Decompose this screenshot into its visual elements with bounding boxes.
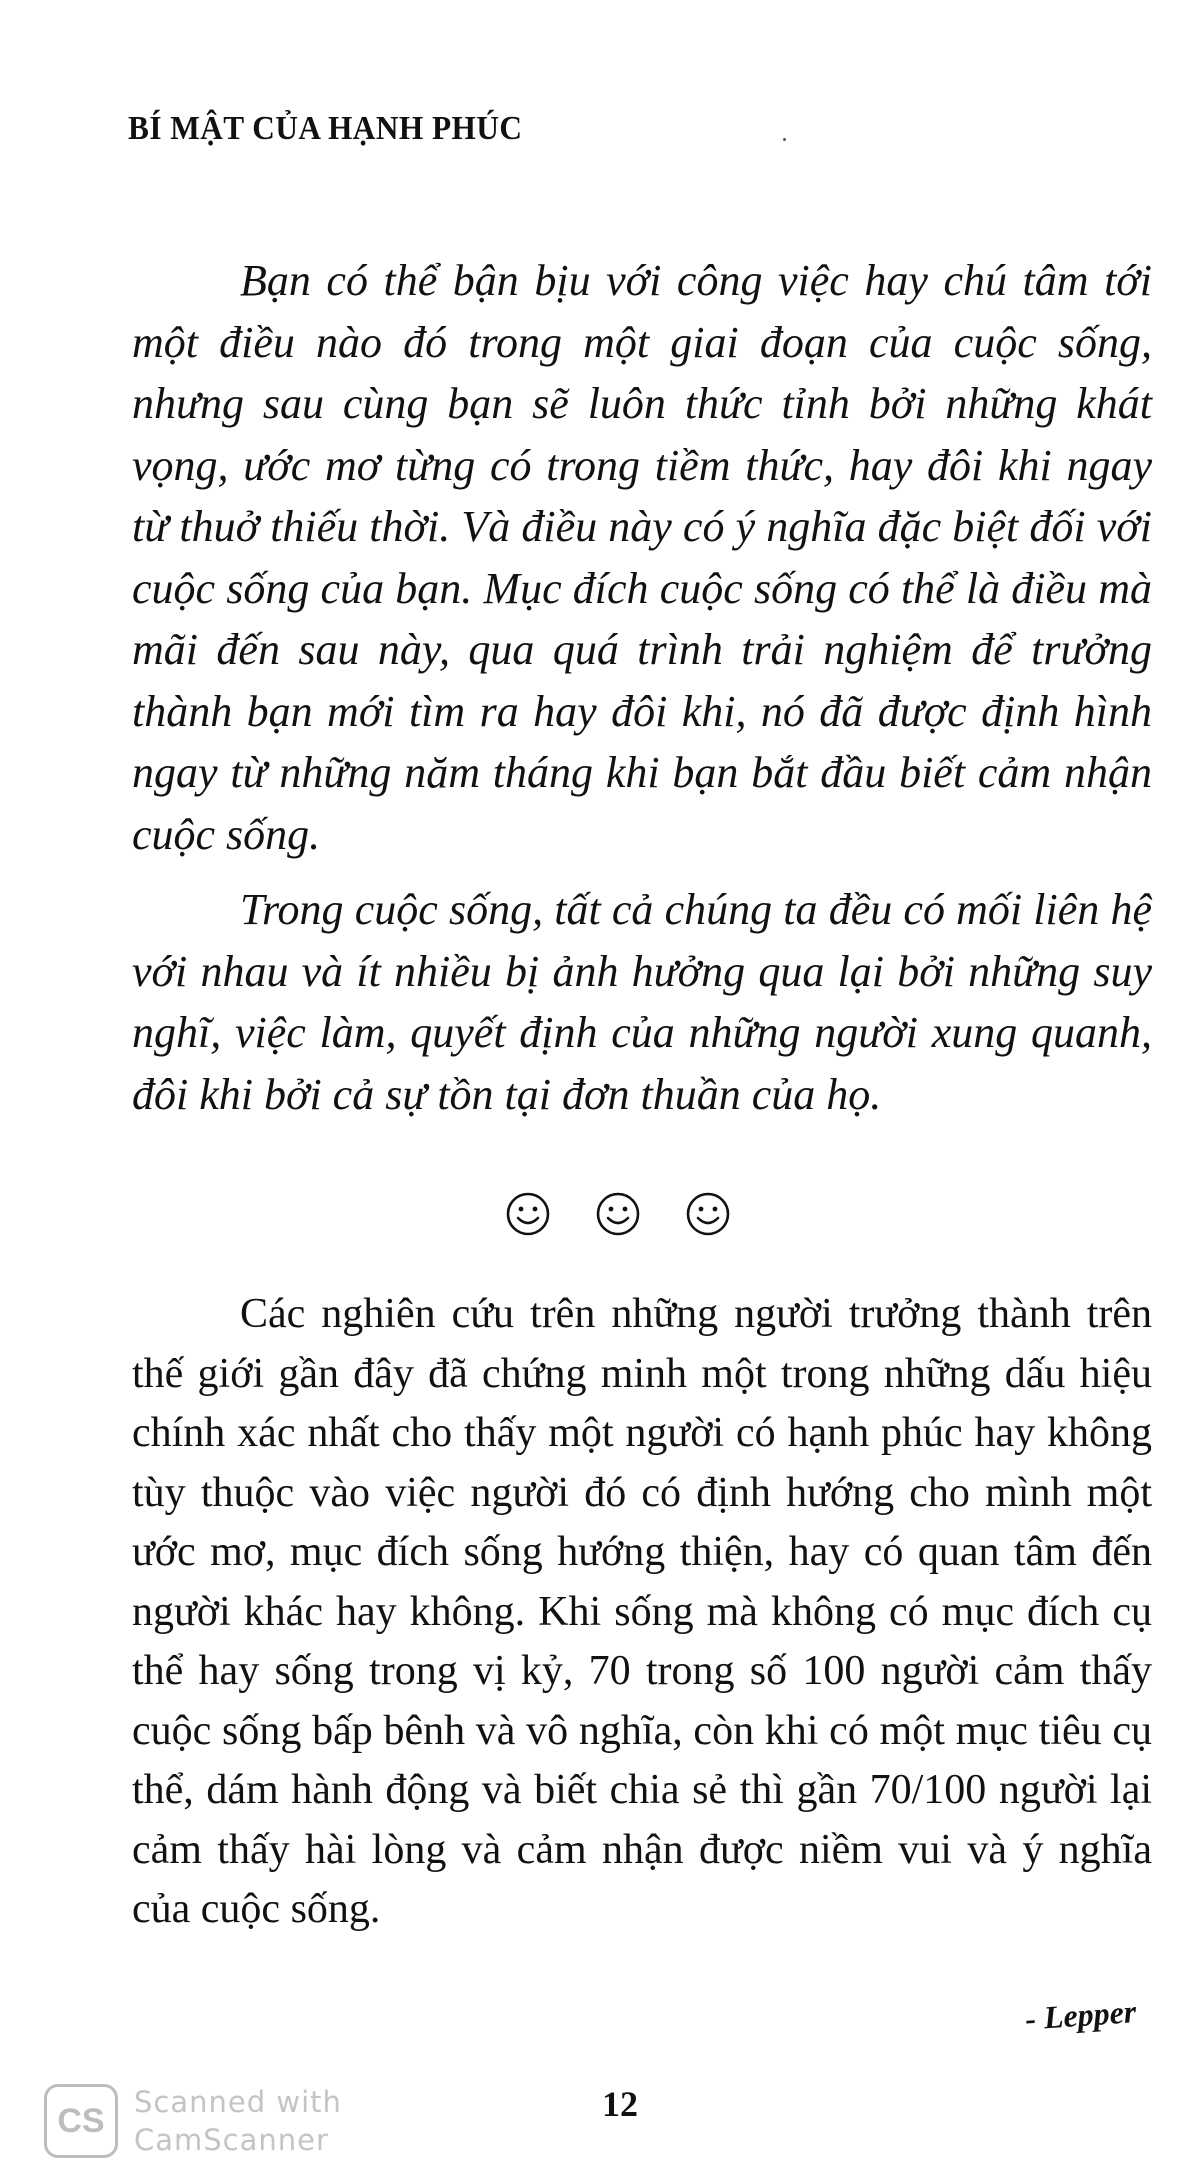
camscanner-line-1: Scanned with <box>134 2085 342 2119</box>
page-number: 12 <box>602 2084 638 2124</box>
quote-paragraph: Các nghiên cứu trên những người trưởng thành trên thế giới gần đây đã chứng minh một trong những dấu hiệu chính xác nhất cho thấy một người có hạnh phúc hay không tùy thuộc vào việc người đó có định hướng cho mình một ước mơ, mục đích sống hướng thiện, hay có quan tâm đến người khác hay không. Khi sống mà không có mục đích cụ thể hay sống trong vị kỷ, 70 trong số 100 người cảm thấy cuộc sống bấp bênh và vô nghĩa, còn khi có một mục tiêu cụ thể, dám hành động và biết chia sẻ thì gần 70/100 người lại cảm thấy hài lòng và cảm nhận được niềm vui và ý nghĩa của cuộc sống. <box>132 1291 1152 1932</box>
smiley-separator <box>0 1190 1184 1238</box>
smiley-icon <box>684 1190 732 1238</box>
smiley-icon <box>504 1190 552 1238</box>
smiley-icon <box>594 1190 642 1238</box>
italic-passage <box>132 250 1152 1125</box>
running-head: BÍ MẬT CỦA HẠNH PHÚC <box>128 110 523 147</box>
camscanner-logo-icon: CS <box>44 2084 118 2158</box>
quote-passage <box>132 1285 1152 1940</box>
italic-paragraph-1: Bạn có thể bận bịu với công việc hay chú tâm tới một điều nào đó trong một giai đoạn của cuộc sống, nhưng sau cùng bạn sẽ luôn thức tỉnh bởi những khát vọng, ước mơ từng có trong tiềm thức, hay đôi khi ngay từ thuở thiếu thời. Và điều này có ý nghĩa đặc biệt đối với cuộc sống của bạn. Mục đích cuộc sống có thể là điều mà mãi đến sau này, qua quá trình trải nghiệm để trưởng thành bạn mới tìm ra hay đôi khi, nó đã được định hình ngay từ những năm tháng khi bạn bắt đầu biết cảm nhận cuộc sống. <box>132 256 1152 859</box>
camscanner-line-2: CamScanner <box>134 2123 329 2157</box>
scan-speck <box>783 138 786 141</box>
quote-attribution: - Lepper <box>1023 1993 1138 2037</box>
italic-paragraph-2: Trong cuộc sống, tất cả chúng ta đều có mối liên hệ với nhau và ít nhiều bị ảnh hưởng qua lại bởi những suy nghĩ, việc làm, quyết định của những người xung quanh, đôi khi bởi cả sự tồn tại đơn thuần của họ. <box>132 885 1152 1119</box>
